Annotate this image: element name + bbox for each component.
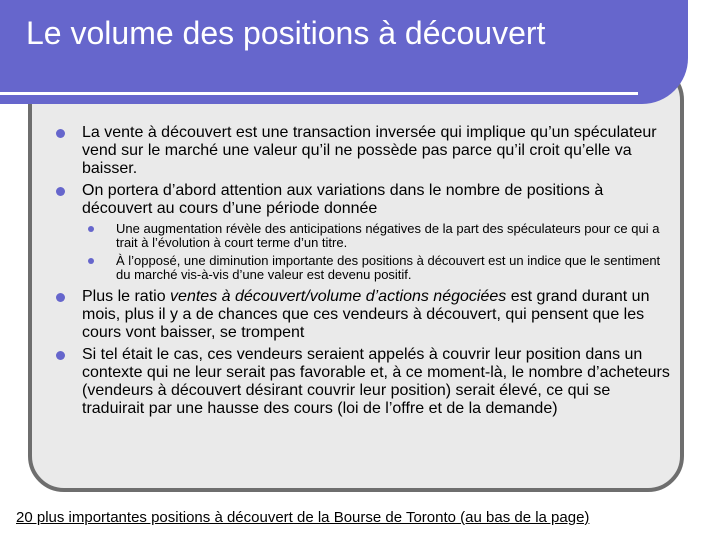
bullet-text-end: est grand durant un mois, plus il y a de chances que ces vendeurs à découvert, qui pensent que les cours vont baisser, se trompent <box>82 288 650 341</box>
bullet-item <box>52 346 672 418</box>
bullet-text: La vente à découvert est une transaction inversée qui implique qu’un spéculateur vend sur le marché une valeur qu’il ne possède pas parce qu’il croit qu’elle va baisser. <box>82 124 657 177</box>
sub-bullet-dot-icon <box>88 226 94 232</box>
bullet-dot-icon <box>56 187 65 196</box>
bullet-dot-icon <box>56 351 65 360</box>
sub-bullet-list <box>52 222 672 282</box>
bullet-dot-icon <box>56 129 65 138</box>
bullet-item <box>52 124 672 178</box>
ratio-emphasis: ventes à découvert/volume d’actions négociées <box>170 288 507 305</box>
slide-title: Le volume des positions à découvert <box>26 15 546 51</box>
sub-bullet-dot-icon <box>88 258 94 264</box>
bullet-text-start: Plus le ratio <box>82 288 171 305</box>
bullet-item <box>52 182 672 218</box>
sub-bullet-text: À l’opposé, une diminution importante des positions à découvert est un indice que le sentiment du marché vis-à-vis d’une valeur est devenu positif. <box>116 253 661 282</box>
bullet-list <box>52 124 672 422</box>
sub-bullet-item <box>86 222 672 250</box>
bullet-text: On portera d’abord attention aux variations dans le nombre de positions à découvert au cours d’une période donnée <box>82 182 604 217</box>
bullet-dot-icon <box>56 293 65 302</box>
bullet-text: Si tel était le cas, ces vendeurs seraient appelés à couvrir leur position dans un contexte qui ne leur serait pas favorable et, à ce moment-là, le nombre d’acheteurs (vendeurs à découvert désirant couvrir leur position) serait élevé, ce qui se traduirait par une hausse des cours (loi de l’offre et de la demande) <box>82 346 670 417</box>
toronto-short-positions-link[interactable]: 20 plus importantes positions à découvert de la Bourse de Toronto (au bas de la page) <box>16 509 590 526</box>
bullet-item <box>52 288 672 342</box>
sub-bullet-text: Une augmentation révèle des anticipations négatives de la part des spéculateurs pour ce qui a trait à l’évolution à court terme d’un titre. <box>116 221 660 250</box>
sub-bullet-item <box>86 254 672 282</box>
title-underline <box>0 92 638 95</box>
